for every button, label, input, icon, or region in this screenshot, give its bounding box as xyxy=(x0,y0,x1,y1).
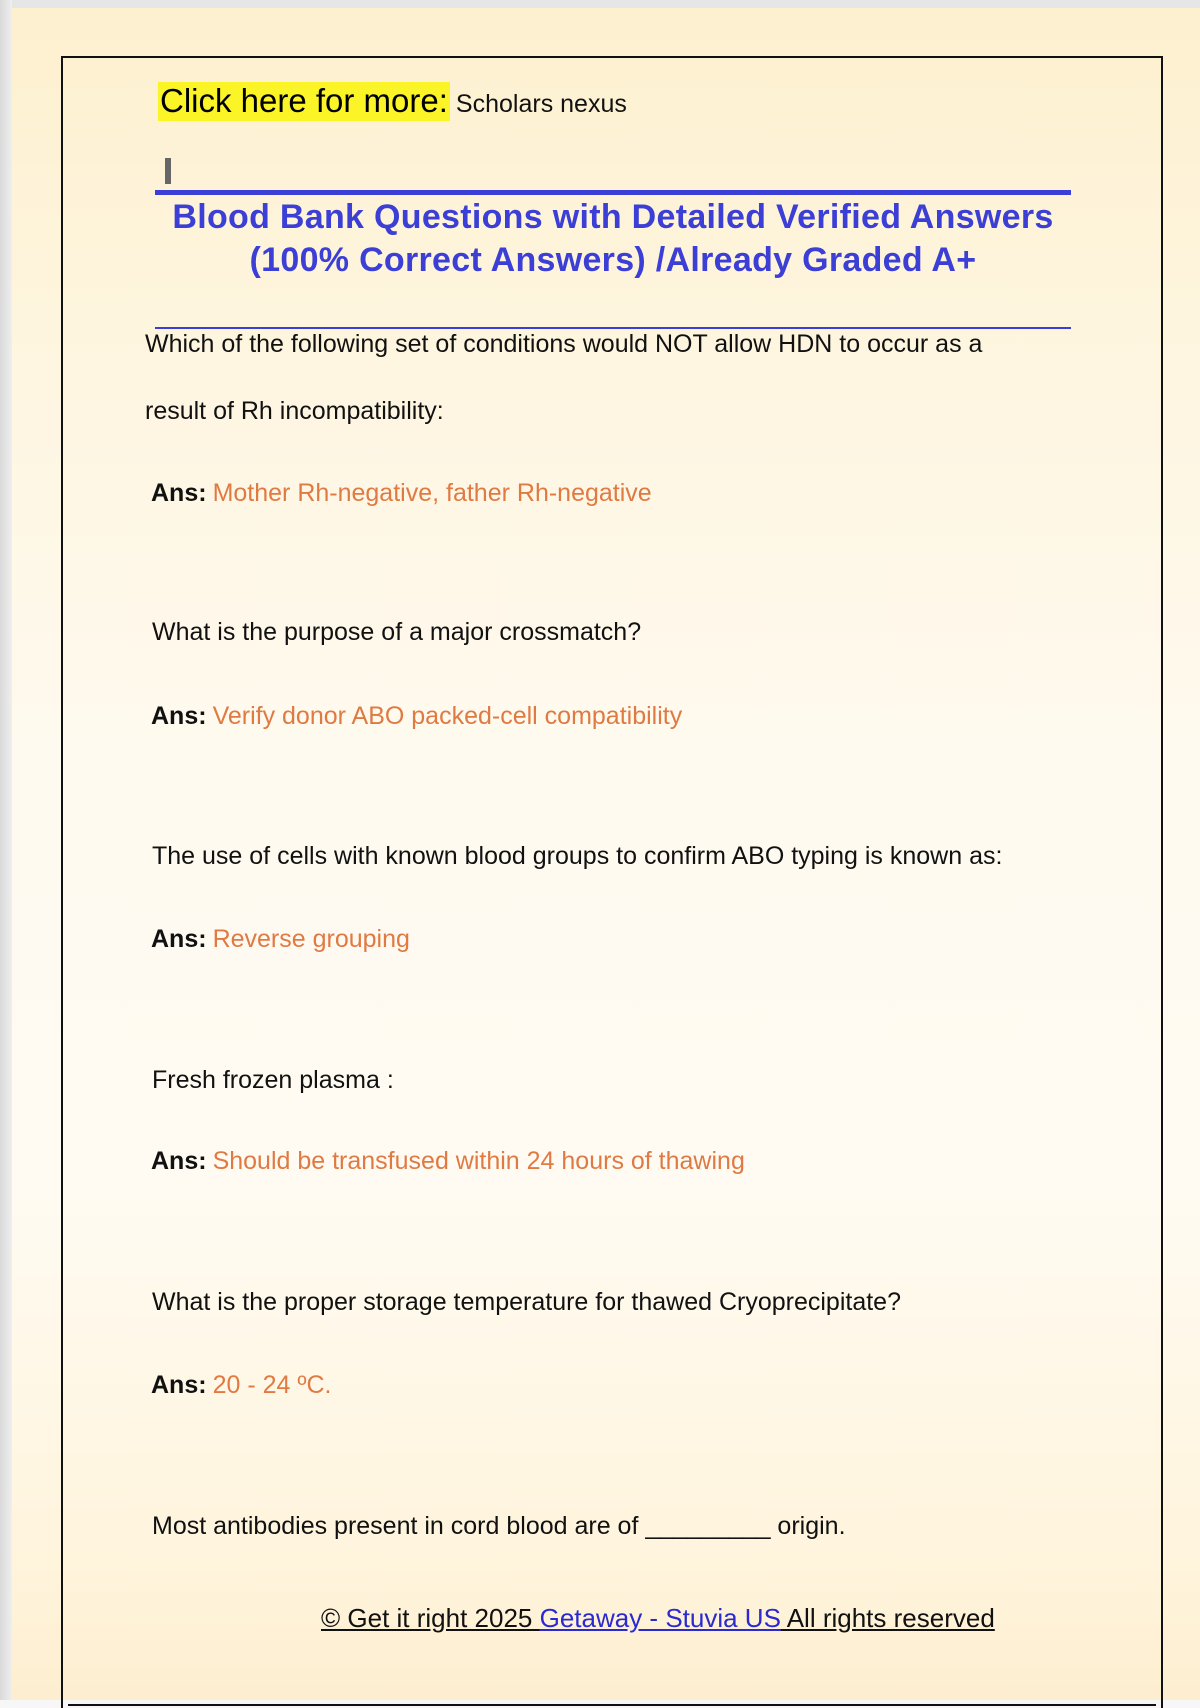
title-top-rule xyxy=(155,190,1071,195)
question-1: Which of the following set of conditions would NOT allow HDN to occur as a xyxy=(145,330,983,358)
question-3: The use of cells with known blood groups to confirm ABO typing is known as: xyxy=(152,842,1003,870)
footer-prefix: © Get it right 2025 xyxy=(321,1603,540,1633)
answer-text: Verify donor ABO packed-cell compatibility xyxy=(212,702,683,730)
question-2: What is the purpose of a major crossmatch? xyxy=(152,618,642,646)
document-title: Blood Bank Questions with Detailed Verified Answers (100% Correct Answers) /Already Graded A+ xyxy=(172,198,1054,279)
answer-text: Mother Rh-negative, father Rh-negative xyxy=(212,479,652,507)
answer-5 xyxy=(151,1371,331,1400)
copyright-footer xyxy=(321,1603,995,1634)
document-page xyxy=(12,8,1200,1700)
page-border xyxy=(61,56,1163,1708)
text-cursor-icon xyxy=(165,158,171,184)
title-bottom-rule xyxy=(155,327,1071,329)
window-top-edge xyxy=(0,0,1200,8)
click-here-link[interactable]: Click here for more: xyxy=(160,82,448,119)
answer-label: Ans: xyxy=(151,1371,207,1399)
answer-1 xyxy=(151,479,652,508)
footer-link[interactable]: Getaway - Stuvia US xyxy=(539,1603,781,1633)
answer-label: Ans: xyxy=(151,702,207,730)
site-name: Scholars nexus xyxy=(455,90,627,118)
answer-text: Reverse grouping xyxy=(212,925,410,953)
answer-label: Ans: xyxy=(151,479,207,507)
question-5: What is the proper storage temperature for thawed Cryoprecipitate? xyxy=(152,1288,901,1316)
footer-suffix: All rights reserved xyxy=(780,1603,995,1633)
answer-2 xyxy=(151,702,682,731)
question-1-continued: result of Rh incompatibility: xyxy=(145,397,444,425)
answer-text: Should be transfused within 24 hours of thawing xyxy=(212,1147,745,1175)
answer-label: Ans: xyxy=(151,1147,207,1175)
question-6: Most antibodies present in cord blood are of _________ origin. xyxy=(152,1512,846,1540)
promo-line xyxy=(158,80,627,122)
question-4: Fresh frozen plasma : xyxy=(152,1066,394,1094)
answer-3 xyxy=(151,925,410,954)
answer-label: Ans: xyxy=(151,925,207,953)
page-left-shadow xyxy=(0,0,12,1700)
answer-text: 20 - 24 ºC. xyxy=(212,1371,332,1399)
page-bottom-border xyxy=(68,1704,1156,1706)
answer-4 xyxy=(151,1147,745,1176)
